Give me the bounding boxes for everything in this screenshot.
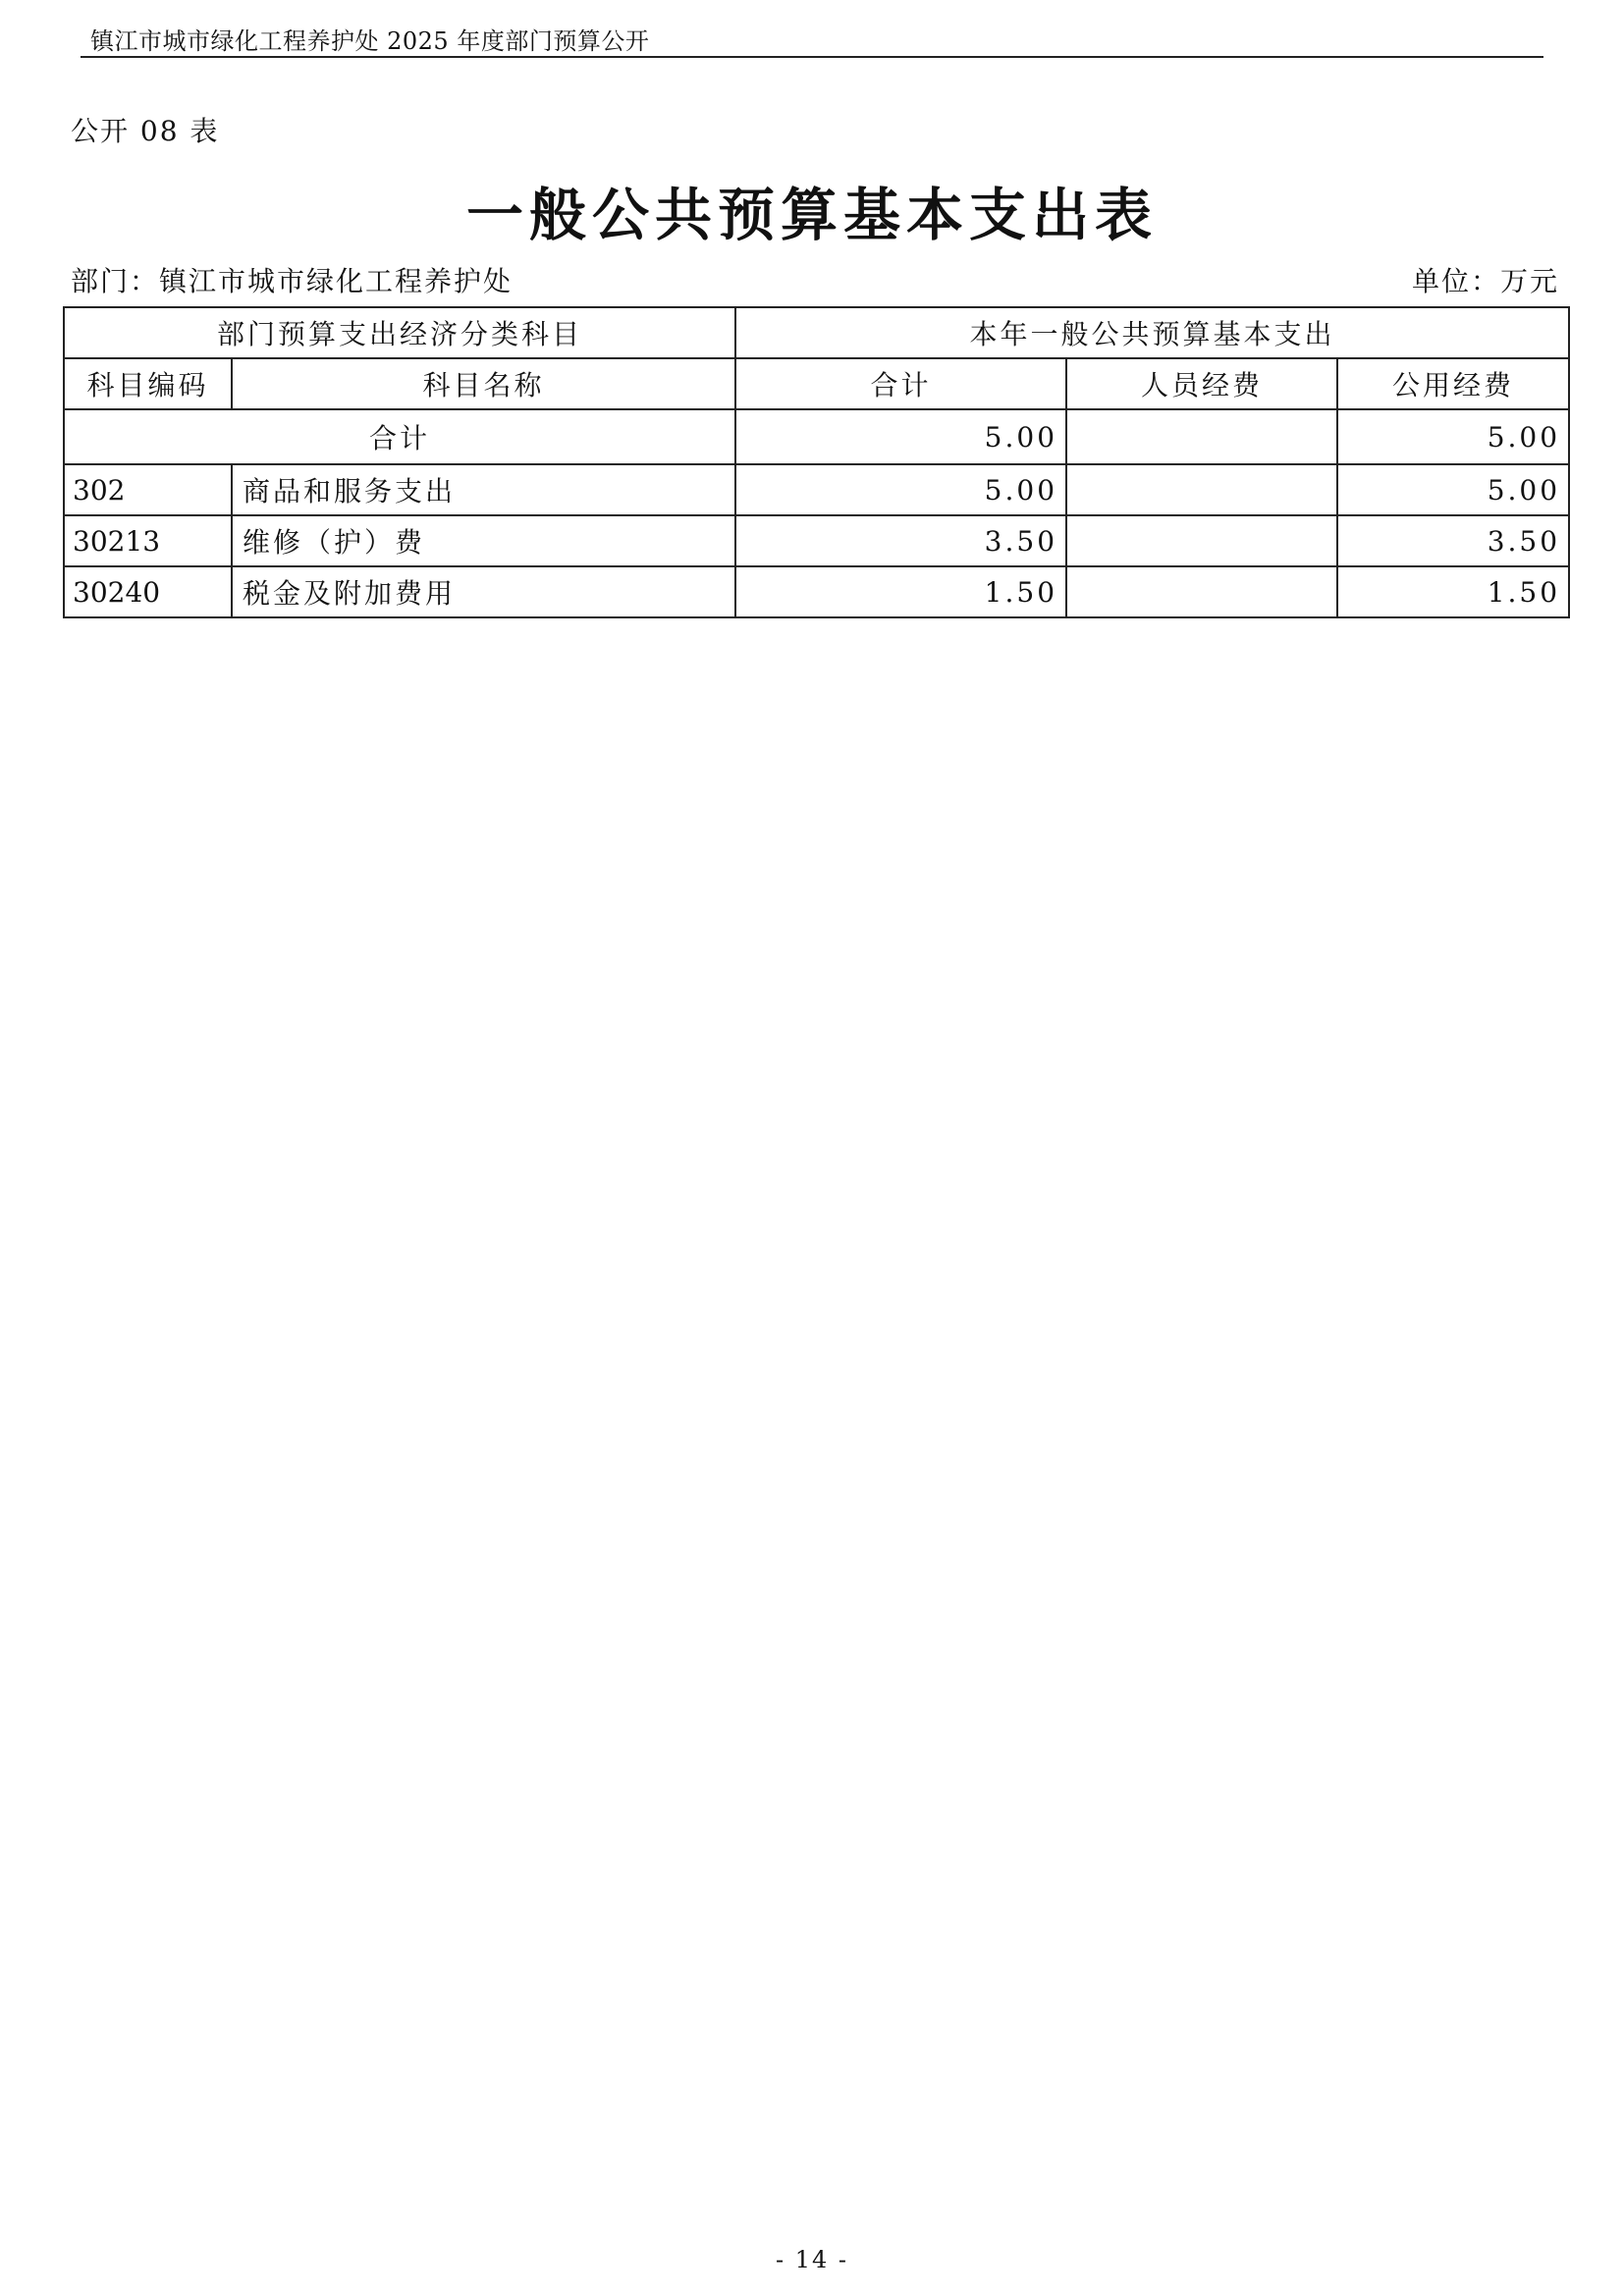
row-name: 维修（护）费 bbox=[232, 515, 735, 566]
column-header-personnel: 人员经费 bbox=[1066, 358, 1337, 409]
row-public: 1.50 bbox=[1337, 566, 1569, 617]
row-total: 5.00 bbox=[735, 464, 1066, 515]
unit-label: 单位：万元 bbox=[1411, 265, 1559, 297]
total-row-total: 5.00 bbox=[735, 409, 1066, 464]
row-total: 1.50 bbox=[735, 566, 1066, 617]
column-header-total: 合计 bbox=[735, 358, 1066, 409]
table-row bbox=[64, 566, 1569, 617]
row-public: 3.50 bbox=[1337, 515, 1569, 566]
column-header-row bbox=[64, 358, 1569, 409]
row-code: 30213 bbox=[64, 515, 232, 566]
group-header-classification: 部门预算支出经济分类科目 bbox=[64, 307, 735, 358]
row-public: 5.00 bbox=[1337, 464, 1569, 515]
row-name: 商品和服务支出 bbox=[232, 464, 735, 515]
table-row bbox=[64, 464, 1569, 515]
total-row-public: 5.00 bbox=[1337, 409, 1569, 464]
row-personnel bbox=[1066, 566, 1337, 617]
table-number: 公开 08 表 bbox=[71, 115, 220, 147]
column-header-code: 科目编码 bbox=[64, 358, 232, 409]
total-row bbox=[64, 409, 1569, 464]
running-header: 镇江市城市绿化工程养护处 2025 年度部门预算公开 bbox=[90, 27, 650, 55]
column-header-name: 科目名称 bbox=[232, 358, 735, 409]
row-total: 3.50 bbox=[735, 515, 1066, 566]
row-code: 302 bbox=[64, 464, 232, 515]
row-name: 税金及附加费用 bbox=[232, 566, 735, 617]
row-personnel bbox=[1066, 464, 1337, 515]
total-row-label: 合计 bbox=[64, 409, 735, 464]
department-label: 部门：镇江市城市绿化工程养护处 bbox=[71, 265, 514, 297]
total-row-personnel bbox=[1066, 409, 1337, 464]
page-title: 一般公共预算基本支出表 bbox=[465, 182, 1158, 248]
column-header-public: 公用经费 bbox=[1337, 358, 1569, 409]
row-code: 30240 bbox=[64, 566, 232, 617]
row-personnel bbox=[1066, 515, 1337, 566]
group-header-row bbox=[64, 307, 1569, 358]
header-rule bbox=[81, 56, 1543, 58]
budget-expenditure-table bbox=[63, 306, 1570, 618]
table-row bbox=[64, 515, 1569, 566]
group-header-expenditure: 本年一般公共预算基本支出 bbox=[735, 307, 1569, 358]
page-number: - 14 - bbox=[775, 2246, 848, 2273]
